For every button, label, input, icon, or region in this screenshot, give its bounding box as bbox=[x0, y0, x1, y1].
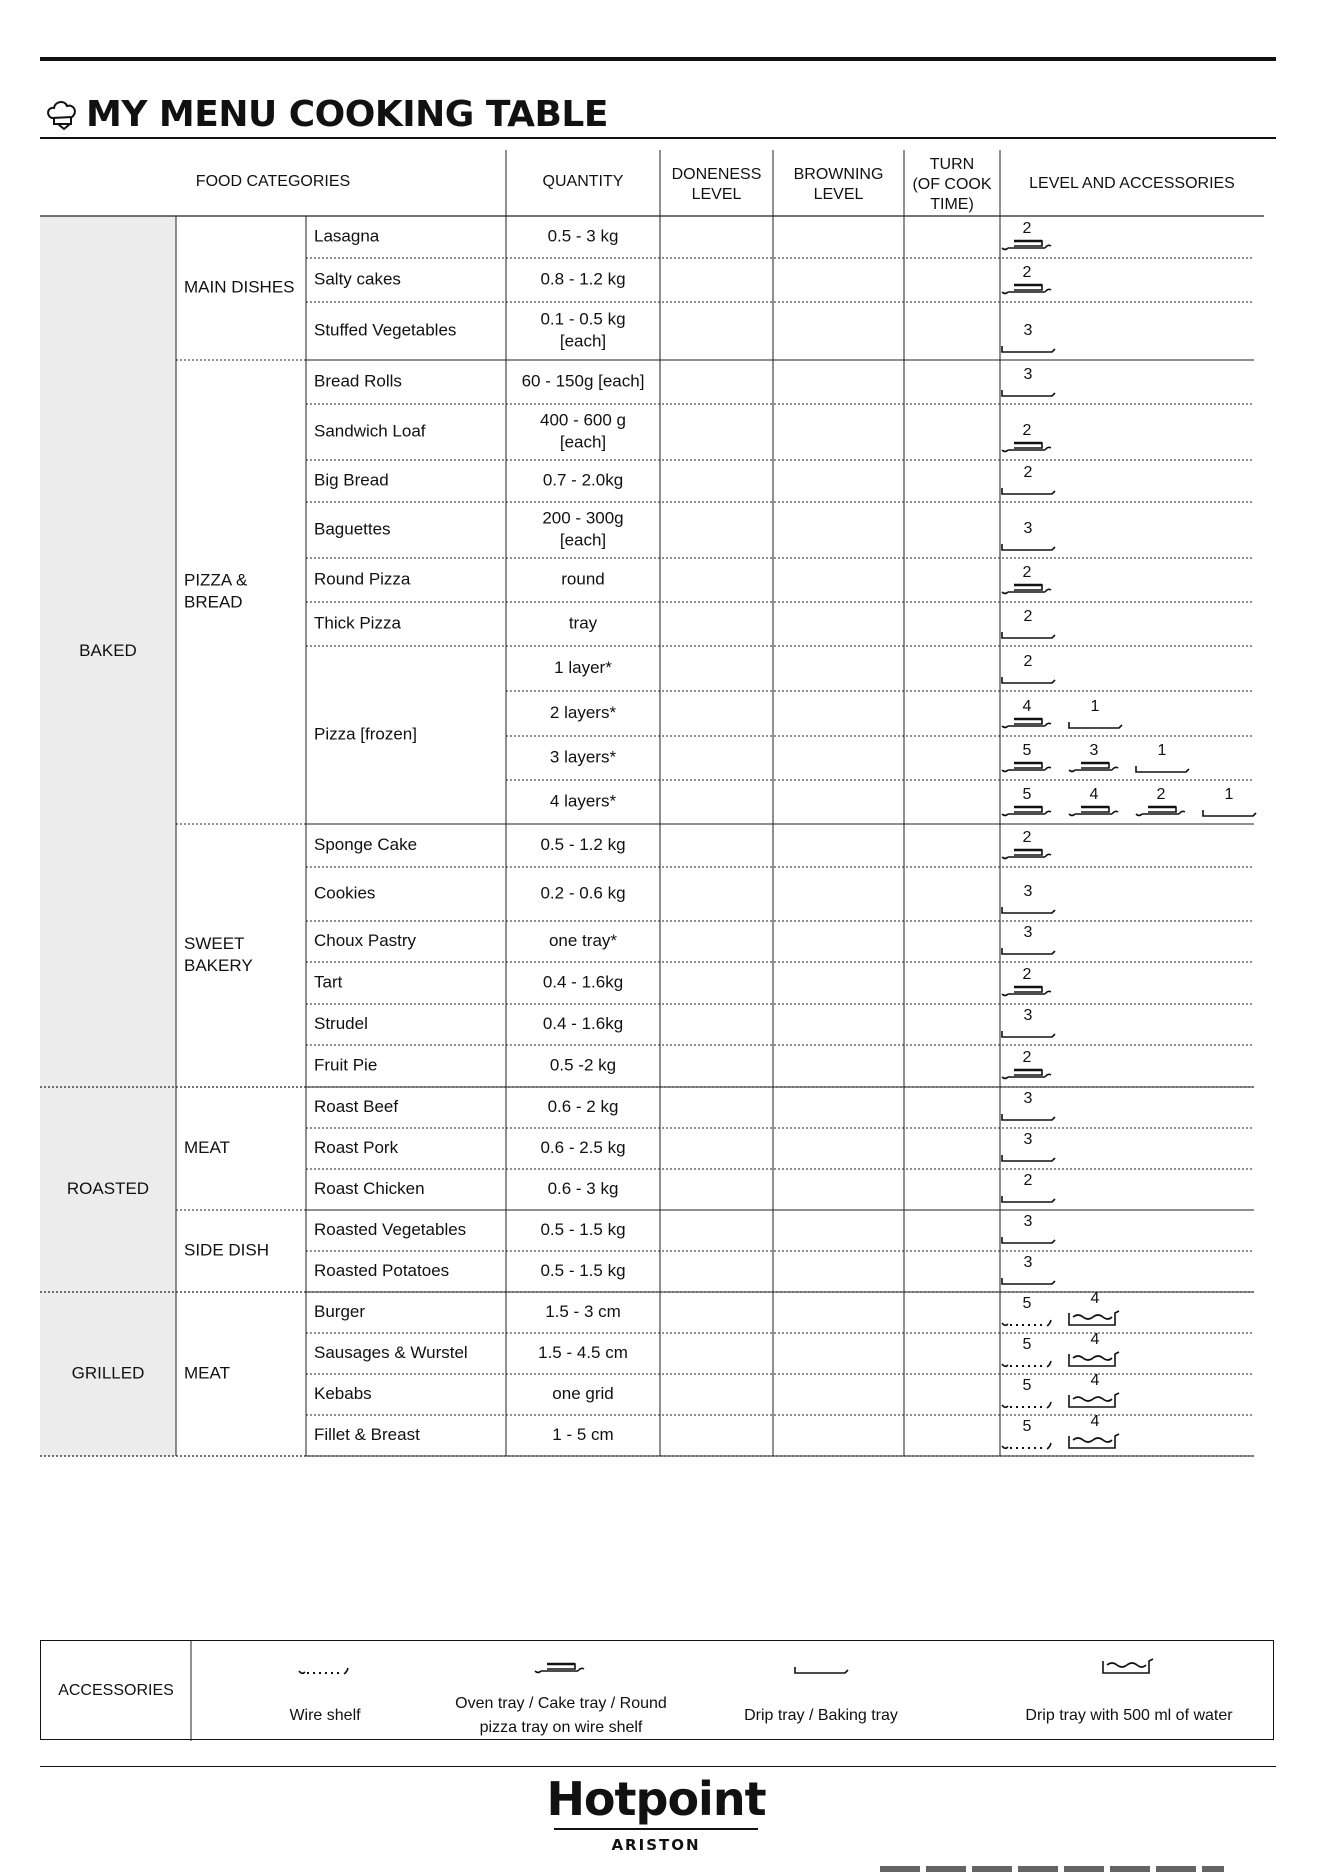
food-name: Fruit Pie bbox=[314, 1055, 378, 1075]
quantity-cell: 2 layers* bbox=[549, 702, 617, 722]
level-number: 2 bbox=[1022, 564, 1032, 581]
water-wave bbox=[1073, 1315, 1112, 1319]
drip-accessory-icon bbox=[1002, 1090, 1055, 1120]
oven-accessory-icon bbox=[1002, 264, 1051, 294]
drip-tray-shape bbox=[1002, 488, 1055, 494]
wire-accessory-icon bbox=[1002, 1336, 1051, 1367]
food-name: Bread Rolls bbox=[314, 371, 402, 391]
drip-accessory-icon bbox=[1002, 653, 1055, 683]
header-turn: TIME) bbox=[930, 196, 974, 214]
drip-accessory-icon bbox=[1136, 742, 1189, 772]
wire-accessory-icon bbox=[1002, 1295, 1051, 1326]
quantity-cell: 0.5 -2 kg bbox=[549, 1055, 617, 1075]
water-accessory-icon bbox=[1069, 1331, 1119, 1366]
brand-logo bbox=[480, 1774, 832, 1854]
level-number: 5 bbox=[1022, 1377, 1032, 1394]
drip-accessory-icon bbox=[1002, 1254, 1055, 1284]
header-browning: LEVEL bbox=[813, 186, 864, 204]
level-number: 5 bbox=[1022, 1336, 1032, 1353]
oven-accessory-icon bbox=[1002, 698, 1051, 728]
wire-hook-right bbox=[1047, 1361, 1051, 1367]
water-accessory-icon bbox=[1103, 1659, 1153, 1673]
level-number: 4 bbox=[1090, 1331, 1100, 1348]
food-name: Tart bbox=[314, 972, 343, 992]
food-name: Round Pizza bbox=[314, 569, 411, 589]
level-number: 4 bbox=[1090, 1290, 1100, 1307]
level-number: 5 bbox=[1022, 742, 1032, 759]
accessories-label: ACCESSORIES bbox=[58, 1682, 174, 1700]
oven-accessory-icon bbox=[1002, 220, 1051, 250]
level-number: 3 bbox=[1023, 1254, 1033, 1271]
drip-tray-shape bbox=[1136, 766, 1189, 772]
wire-hook-left bbox=[1002, 1364, 1008, 1366]
accessory-caption: Drip tray / Baking tray bbox=[744, 1707, 898, 1725]
wire-hook-right bbox=[1047, 1402, 1051, 1408]
level-number: 2 bbox=[1023, 608, 1033, 625]
drip-tray-shape bbox=[1002, 1278, 1055, 1284]
level-number: 1 bbox=[1224, 786, 1234, 803]
water-wave bbox=[1073, 1438, 1112, 1442]
quantity-cell: 3 layers* bbox=[549, 747, 617, 767]
drip-accessory-icon bbox=[1002, 464, 1055, 494]
quantity-cell: 0.5 - 1.5 kg bbox=[540, 1219, 626, 1239]
water-wave bbox=[1107, 1663, 1146, 1667]
oven-accessory-icon bbox=[1002, 786, 1051, 816]
header-quantity: QUANTITY bbox=[542, 173, 624, 191]
food-name: Stuffed Vegetables bbox=[314, 320, 457, 340]
level-number: 2 bbox=[1022, 264, 1032, 281]
drip-tray-shape bbox=[795, 1667, 848, 1673]
oven-accessory-icon bbox=[1069, 742, 1118, 772]
quantity-cell: 0.7 - 2.0kg bbox=[542, 470, 624, 490]
level-number: 2 bbox=[1022, 422, 1032, 439]
level-number: 5 bbox=[1022, 1295, 1032, 1312]
drip-accessory-icon bbox=[1203, 786, 1256, 816]
food-name: Sponge Cake bbox=[314, 834, 418, 854]
level-number: 3 bbox=[1023, 1213, 1033, 1230]
food-name: Roast Chicken bbox=[314, 1178, 425, 1198]
oven-accessory-icon bbox=[1002, 742, 1051, 772]
header-doneness: DONENESS bbox=[671, 166, 762, 184]
level-number: 3 bbox=[1023, 366, 1033, 383]
drip-tray-shape bbox=[1002, 1237, 1055, 1243]
level-number: 4 bbox=[1089, 786, 1099, 803]
category-label: GRILLED bbox=[71, 1363, 145, 1383]
water-accessory-icon bbox=[1069, 1372, 1119, 1407]
level-number: 3 bbox=[1023, 1007, 1033, 1024]
level-number: 1 bbox=[1090, 698, 1100, 715]
food-name: Big Bread bbox=[314, 470, 389, 490]
food-name: Strudel bbox=[314, 1013, 368, 1033]
quantity-cell: 0.6 - 2 kg bbox=[547, 1096, 619, 1116]
drip-tray-shape bbox=[1002, 948, 1055, 954]
header-doneness: LEVEL bbox=[691, 186, 742, 204]
oven-accessory-icon bbox=[1002, 564, 1051, 594]
quantity-cell: 1 - 5 cm bbox=[552, 1424, 614, 1444]
wire-accessory-icon bbox=[299, 1668, 348, 1674]
quantity-cell: 400 - 600 g bbox=[539, 410, 627, 430]
drip-tray-shape bbox=[1069, 722, 1122, 728]
quantity-cell: 0.4 - 1.6kg bbox=[542, 972, 624, 992]
food-name: Baguettes bbox=[314, 519, 391, 539]
quantity-cell: tray bbox=[568, 613, 598, 633]
food-name: Kebabs bbox=[314, 1383, 372, 1403]
quantity-cell: 60 - 150g [each] bbox=[521, 371, 645, 391]
quantity-cell: one tray* bbox=[548, 930, 618, 950]
food-name: Choux Pastry bbox=[314, 930, 417, 950]
quantity-cell: round bbox=[561, 569, 605, 589]
food-name: Thick Pizza bbox=[314, 613, 401, 633]
wire-hook-left bbox=[1002, 1323, 1008, 1325]
drip-tray-shape bbox=[1002, 632, 1055, 638]
wire-hook-left bbox=[1002, 1446, 1008, 1448]
oven-accessory-icon bbox=[1002, 829, 1051, 859]
brand-subname: ARISTON bbox=[611, 1836, 701, 1854]
water-wave bbox=[1073, 1397, 1112, 1401]
subcategory-label: PIZZA & bbox=[184, 570, 248, 590]
food-name: Burger bbox=[314, 1301, 366, 1321]
drip-accessory-icon bbox=[1002, 608, 1055, 638]
oven-accessory-icon bbox=[1069, 786, 1118, 816]
food-name: Roast Pork bbox=[314, 1137, 399, 1157]
accessories-legend bbox=[40, 1640, 1274, 1740]
quantity-cell: 0.6 - 2.5 kg bbox=[540, 1137, 626, 1157]
wire-hook-right bbox=[344, 1668, 348, 1674]
subcategory-label: BREAD bbox=[184, 592, 243, 612]
level-number: 1 bbox=[1157, 742, 1167, 759]
drip-accessory-icon bbox=[1002, 883, 1055, 913]
water-accessory-icon bbox=[1069, 1413, 1119, 1448]
subcategory-label: BAKERY bbox=[184, 955, 253, 975]
drip-tray-shape bbox=[1002, 390, 1055, 396]
drip-tray-shape bbox=[1203, 810, 1256, 816]
drip-tray-shape bbox=[1002, 346, 1055, 352]
drip-accessory-icon bbox=[1002, 1131, 1055, 1161]
wire-hook-left bbox=[1002, 1405, 1008, 1407]
quantity-cell: [each] bbox=[559, 432, 607, 452]
level-number: 5 bbox=[1022, 1418, 1032, 1435]
quantity-cell: 0.6 - 3 kg bbox=[547, 1178, 619, 1198]
drip-tray-shape bbox=[1002, 1196, 1055, 1202]
header-turn: (OF COOK bbox=[912, 176, 992, 194]
subcategory-label: MEAT bbox=[184, 1363, 230, 1383]
oven-accessory-icon bbox=[1002, 1049, 1051, 1079]
quantity-cell: 0.8 - 1.2 kg bbox=[540, 269, 626, 289]
food-name: Pizza [frozen] bbox=[314, 724, 417, 744]
drip-accessory-icon bbox=[1002, 1007, 1055, 1037]
drip-tray-shape bbox=[1002, 1114, 1055, 1120]
quantity-cell: 4 layers* bbox=[549, 791, 617, 811]
oven-accessory-icon bbox=[1136, 786, 1185, 816]
level-number: 3 bbox=[1023, 322, 1033, 339]
level-number: 3 bbox=[1089, 742, 1099, 759]
level-number: 2 bbox=[1022, 829, 1032, 846]
level-number: 3 bbox=[1023, 1131, 1033, 1148]
food-name: Lasagna bbox=[314, 226, 380, 246]
brand-underline bbox=[554, 1828, 758, 1830]
subcategory-label: SWEET bbox=[184, 933, 245, 953]
quantity-cell: 1.5 - 3 cm bbox=[545, 1301, 621, 1321]
quantity-cell: 1.5 - 4.5 cm bbox=[538, 1342, 628, 1362]
quantity-cell: [each] bbox=[559, 530, 607, 550]
drip-accessory-icon bbox=[1002, 520, 1055, 550]
quantity-cell: 0.5 - 1.5 kg bbox=[540, 1260, 626, 1280]
drip-accessory-icon bbox=[1002, 366, 1055, 396]
food-name: Sausages & Wurstel bbox=[314, 1342, 468, 1362]
water-accessory-icon bbox=[1069, 1290, 1119, 1325]
quantity-cell: 200 - 300g bbox=[542, 508, 624, 528]
accessory-caption: pizza tray on wire shelf bbox=[479, 1719, 643, 1737]
wire-hook-left bbox=[299, 1671, 305, 1673]
quantity-cell: [each] bbox=[559, 331, 607, 351]
quantity-cell: 0.1 - 0.5 kg bbox=[540, 309, 626, 329]
level-number: 2 bbox=[1023, 653, 1033, 670]
wire-hook-right bbox=[1047, 1320, 1051, 1326]
drip-accessory-icon bbox=[1069, 698, 1122, 728]
level-number: 5 bbox=[1022, 786, 1032, 803]
subcategory-label: MAIN DISHES bbox=[184, 277, 295, 297]
level-number: 3 bbox=[1023, 520, 1033, 537]
drip-tray-shape bbox=[1002, 544, 1055, 550]
drip-accessory-icon bbox=[795, 1667, 848, 1673]
food-name: Cookies bbox=[314, 883, 376, 903]
quantity-cell: one grid bbox=[552, 1383, 614, 1403]
drip-accessory-icon bbox=[1002, 1213, 1055, 1243]
header-turn: TURN bbox=[929, 156, 975, 174]
quantity-cell: 1 layer* bbox=[554, 657, 612, 677]
brand-name: Hotpoint bbox=[546, 1772, 766, 1826]
level-number: 2 bbox=[1156, 786, 1166, 803]
level-number: 4 bbox=[1090, 1372, 1100, 1389]
level-number: 4 bbox=[1022, 698, 1032, 715]
food-name: Sandwich Loaf bbox=[314, 421, 426, 441]
level-number: 4 bbox=[1090, 1413, 1100, 1430]
drip-accessory-icon bbox=[1002, 1172, 1055, 1202]
category-label: BAKED bbox=[79, 640, 137, 660]
level-number: 2 bbox=[1023, 464, 1033, 481]
wire-accessory-icon bbox=[1002, 1377, 1051, 1408]
wire-hook-right bbox=[1047, 1443, 1051, 1449]
quantity-cell: 0.5 - 3 kg bbox=[547, 226, 619, 246]
oven-accessory-icon bbox=[535, 1664, 584, 1673]
food-name: Roasted Vegetables bbox=[314, 1219, 467, 1239]
category-label: ROASTED bbox=[66, 1178, 150, 1198]
drip-tray-shape bbox=[1002, 907, 1055, 913]
level-number: 2 bbox=[1022, 220, 1032, 237]
quantity-cell: 0.2 - 0.6 kg bbox=[540, 883, 626, 903]
page-title: MY MENU COOKING TABLE bbox=[86, 93, 608, 135]
food-name: Roasted Potatoes bbox=[314, 1260, 450, 1280]
food-name: Fillet & Breast bbox=[314, 1424, 420, 1444]
accessory-caption: Wire shelf bbox=[289, 1707, 361, 1725]
drip-tray-shape bbox=[1002, 677, 1055, 683]
header-level-accessories: LEVEL AND ACCESSORIES bbox=[1029, 175, 1235, 193]
quantity-cell: 0.5 - 1.2 kg bbox=[540, 834, 626, 854]
level-number: 3 bbox=[1023, 924, 1033, 941]
level-number: 3 bbox=[1023, 1090, 1033, 1107]
header-browning: BROWNING bbox=[793, 166, 884, 184]
drip-tray-shape bbox=[1002, 1155, 1055, 1161]
oven-accessory-icon bbox=[1002, 966, 1051, 996]
level-number: 2 bbox=[1022, 1049, 1032, 1066]
wire-accessory-icon bbox=[1002, 1418, 1051, 1449]
oven-accessory-icon bbox=[1002, 422, 1051, 452]
drip-accessory-icon bbox=[1002, 924, 1055, 954]
footer-rule bbox=[40, 1766, 1276, 1767]
level-number: 2 bbox=[1022, 966, 1032, 983]
drip-accessory-icon bbox=[1002, 322, 1055, 352]
header-food-categories: FOOD CATEGORIES bbox=[195, 173, 351, 191]
level-number: 2 bbox=[1023, 1172, 1033, 1189]
accessory-caption: Oven tray / Cake tray / Round bbox=[455, 1695, 667, 1713]
accessories-legend-graphics bbox=[41, 1641, 1275, 1741]
food-name: Salty cakes bbox=[314, 269, 401, 289]
subcategory-label: SIDE DISH bbox=[184, 1240, 270, 1260]
accessory-caption: Drip tray with 500 ml of water bbox=[1025, 1707, 1233, 1725]
level-number: 3 bbox=[1023, 883, 1033, 900]
subcategory-label: MEAT bbox=[184, 1137, 230, 1157]
scan-artifact bbox=[880, 1866, 1224, 1872]
drip-tray-shape bbox=[1002, 1031, 1055, 1037]
water-wave bbox=[1073, 1356, 1112, 1360]
food-name: Roast Beef bbox=[314, 1096, 399, 1116]
quantity-cell: 0.4 - 1.6kg bbox=[542, 1013, 624, 1033]
